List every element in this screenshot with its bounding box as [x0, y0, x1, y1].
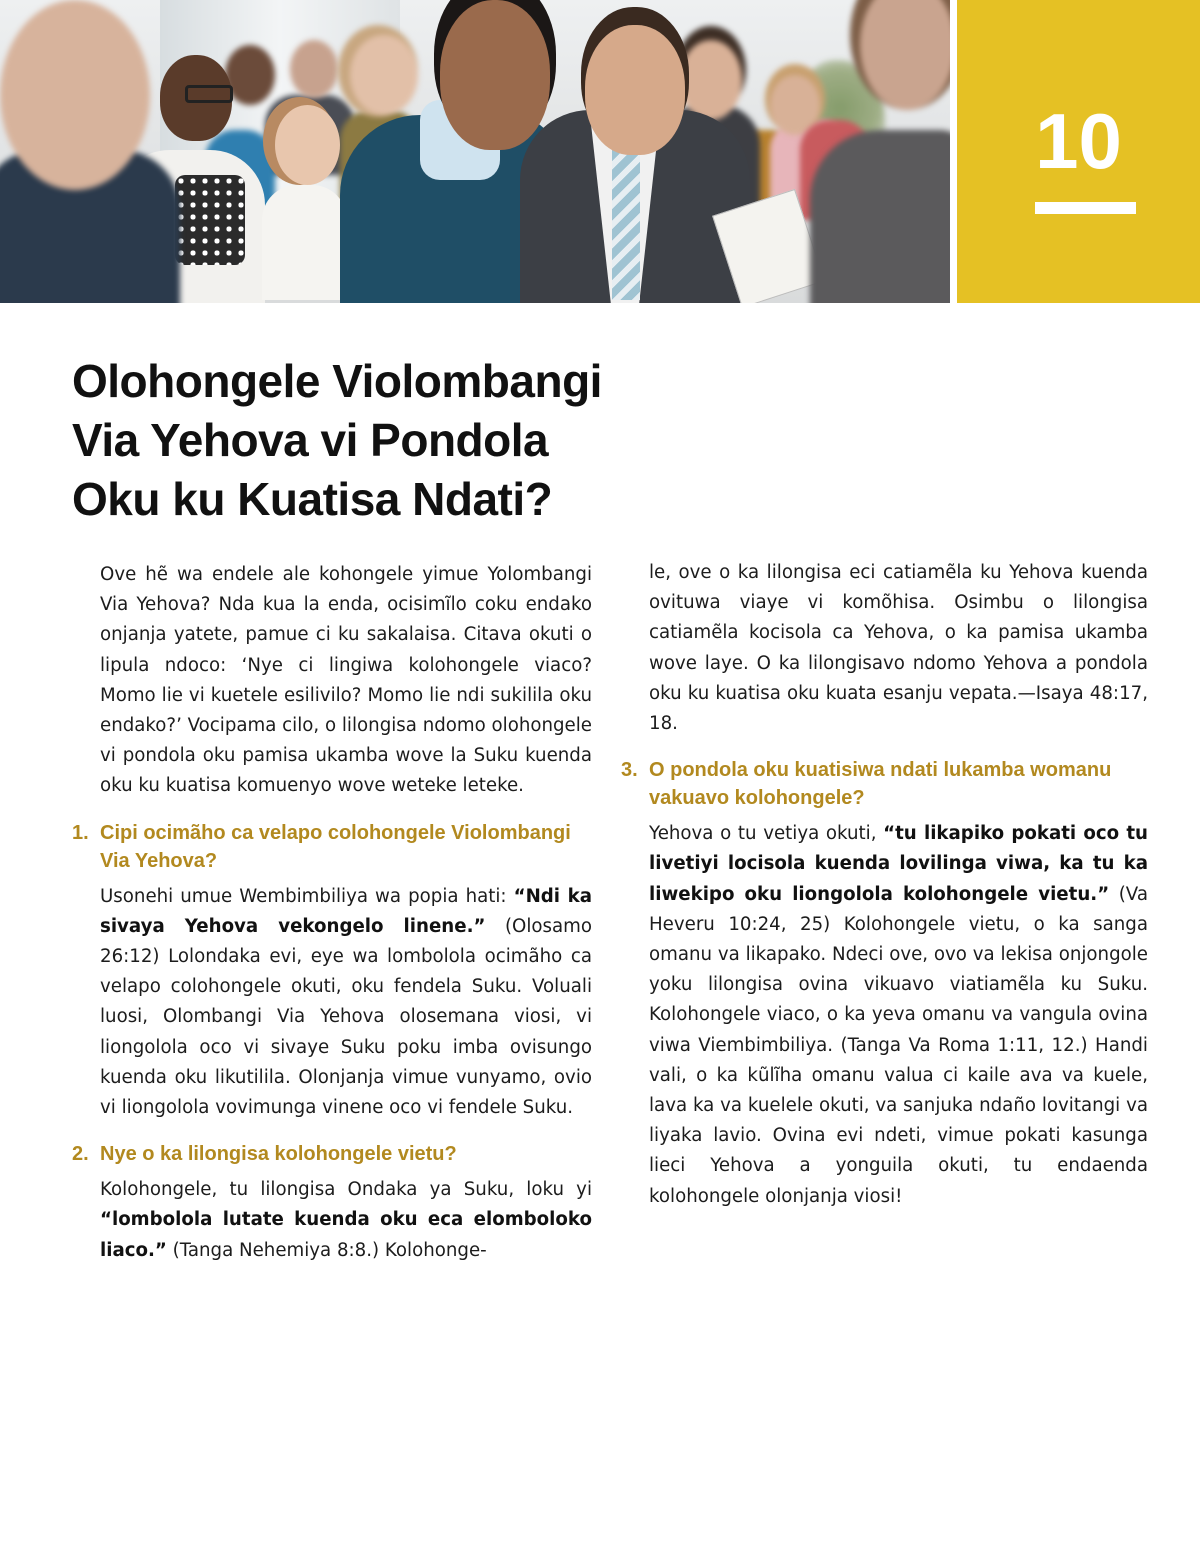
chapter-number	[957, 97, 1200, 185]
man-in-blue-cardigan-head	[440, 0, 550, 150]
right-column	[621, 558, 1148, 1212]
seated-girl-head	[275, 105, 340, 185]
question-text: O pondola oku kuatisiwa ndati lukamba womanu vakuavo kolohongele?	[649, 759, 1112, 810]
question-text: Cipi ocimãho ca velapo colohongele Violombangi Via Yehova?	[100, 821, 571, 872]
question-2-answer-continued: le, ove o ka lilongisa eci catiamẽla ku Yehova kuenda ovituwa viaye vi komõhisa. Osimbu o lilongisa catiamẽla kocisola ca Yehova, o ka pamisa ukamba wove laye. O ka lilongisavo ndomo Yehova a pondola oku ku kuatisa oku kuata esanju vepata.—Isaya 48:17, 18.	[649, 562, 1148, 735]
seated-girl	[262, 185, 347, 300]
question-2-answer	[100, 1175, 592, 1266]
question-1-heading	[72, 819, 592, 875]
question-1-answer	[100, 882, 592, 1124]
title-line-2: Via Yehova vi Pondola	[72, 414, 549, 466]
question-3-answer	[649, 819, 1148, 1212]
scripture-quote: “tu likapiko pokati oco tu livetiyi locisola kuenda lovilinga viwa, ka tu ka liwekipo oku liongolola kolohongele vietu.”	[649, 823, 1148, 905]
hero-photo	[0, 0, 950, 303]
background-person-head	[290, 40, 338, 98]
intro-paragraph: Ove hẽ wa endele ale kohongele yimue Yolombangi Via Yehova? Nda kua la enda, ocisimĩlo coku endako onjanja yatete, pamue ci ku sakalaisa. Citava okuti o lipula ndoco: ‘Nye ci lingiwa kolohongele viaco? Momo lie vi kuetele esilivilo? Momo lie ndi sukilila oku endako?’ Vocipama cilo, o lilongisa ndomo olohongele vi pondola oku pamisa ukamba wove la Suku kuenda oku ku kuatisa komuenyo wove weteke leteke.	[100, 564, 592, 797]
chapter-number-text: 10	[1035, 97, 1122, 185]
chapter-number-underline	[1035, 202, 1136, 214]
question-number: 3.	[621, 759, 638, 782]
striped-tie	[612, 150, 640, 300]
answer-text: Yehova o tu vetiya okuti,	[649, 823, 884, 845]
glasses	[185, 85, 233, 103]
left-column	[72, 560, 592, 1266]
page-title	[72, 352, 602, 529]
answer-text: (Va Heveru 10:24, 25) Kolohongele vietu, o ka sanga omanu va likapako. Ndeci ove, ovo va lekisa onjongole yoku lilongisa ovina vikuavo viatiamẽla ku Suku. Kolohongele viaco, o ka yeva omanu va vangula ovina viwa Viembimbiliya. (Tanga Va Roma 1:11, 12.) Handi vali, o ka kũlĩha omanu valua ci kaile ava va kuele, lava ka va kuelele okuti, va sanjuka ndaño lovitangi va liyaka lavio. Ovina evi ndeti, vimue pokati kasunga lieci Yehova a yonguila okuti, tu endaenda kolohongele olonjanja viosi!	[649, 883, 1148, 1207]
patterned-blouse	[175, 175, 245, 265]
background-person-head	[350, 35, 418, 115]
answer-text: (Olosamo 26:12) Lolondaka evi, eye wa lombolola ocimãho ca velapo colohongele okuti, oku fendela Suku. Voluali luosi, Olombangi Via Yehova olosemana viosi, vi liongolola oco vi sivaye Suku poku imba ovisungo kuenda oku likutilila. Olonjanja vimue vunyamo, ovio vi liongolola vovimunga vinene oco vi fendele Suku.	[100, 915, 592, 1119]
scripture-quote: “lombolola lutate kuenda oku eca elomboloko liaco.”	[100, 1209, 592, 1261]
answer-text: Usonehi umue Wembimbiliya wa popia hati:	[100, 885, 514, 907]
question-3-heading	[621, 756, 1148, 812]
scripture-quote: “Ndi ka sivaya Yehova vekongelo linene.”	[100, 885, 592, 937]
foreground-person-head	[0, 0, 150, 190]
question-text: Nye o ka lilongisa kolohongele vietu?	[100, 1143, 457, 1166]
man-in-suit-head	[585, 25, 685, 155]
question-number: 1.	[72, 821, 89, 844]
chapter-badge	[957, 0, 1200, 303]
title-line-3: Oku ku Kuatisa Ndati?	[72, 473, 553, 525]
title-line-1: Olohongele Violombangi	[72, 355, 602, 407]
foreground-person	[810, 130, 950, 303]
question-number: 2.	[72, 1143, 89, 1166]
background-person-head	[680, 40, 742, 120]
answer-text: (Tanga Nehemiya 8:8.) Kolohonge-	[166, 1239, 487, 1261]
question-2-heading	[72, 1140, 592, 1168]
answer-text: Kolohongele, tu lilongisa Ondaka ya Suku, loku yi	[100, 1179, 592, 1201]
